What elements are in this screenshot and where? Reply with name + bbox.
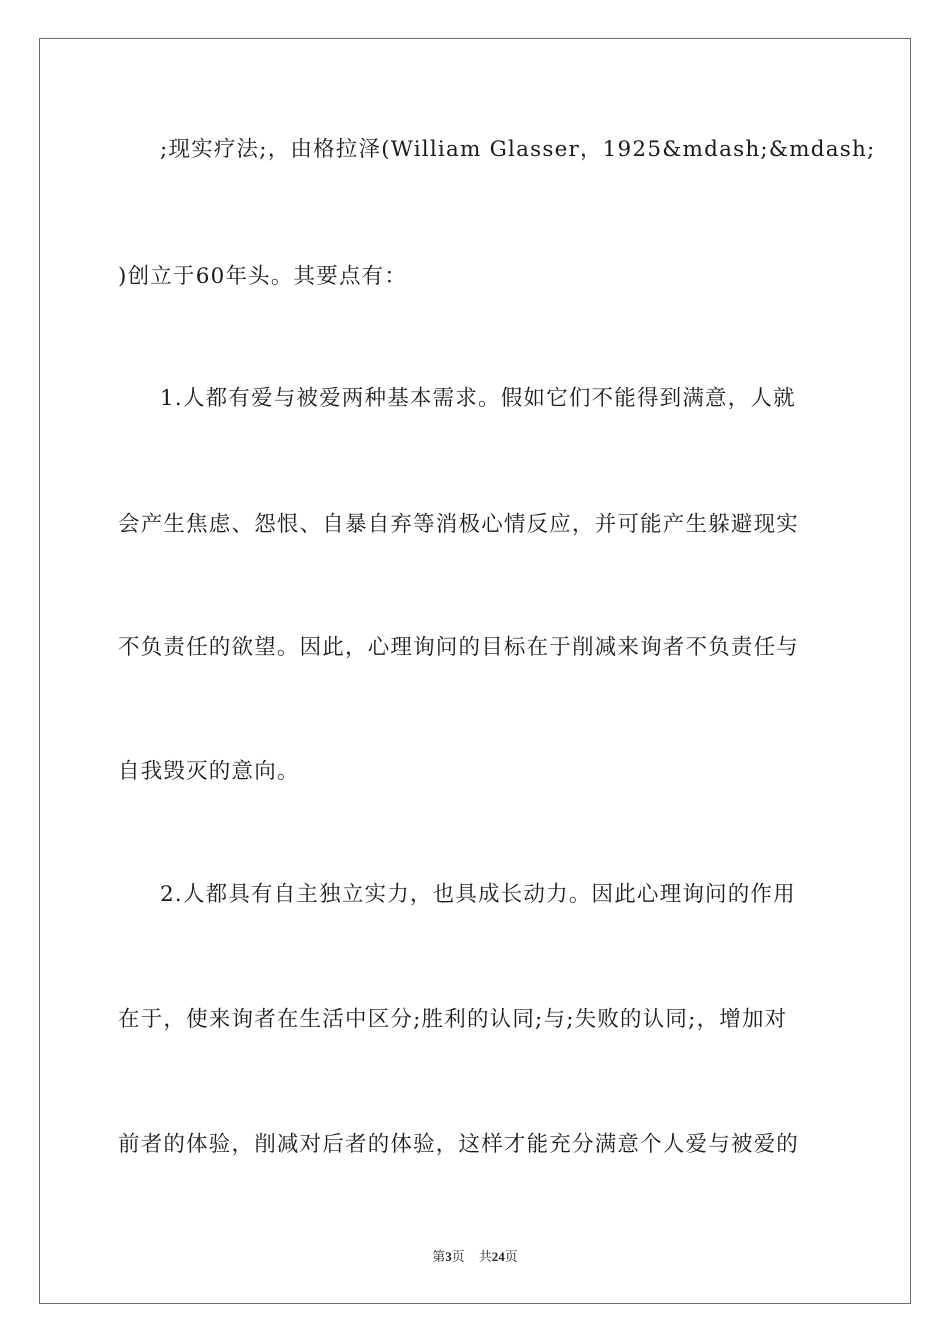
total-pages: 24	[491, 1249, 505, 1264]
page-border	[39, 38, 911, 1304]
text-line-8: 在于，使来询者在生活中区分;胜利的认同;与;失败的认同;，增加对	[118, 1007, 788, 1032]
text-line-5: 不负责任的欲望。因此，心理询问的目标在于削减来询者不负责任与	[118, 635, 800, 660]
text-line-7: 2.人都具有自主独立实力，也具成长动力。因此心理询问的作用	[160, 882, 796, 907]
page-number: 3	[445, 1249, 452, 1264]
text-line-2: )创立于60年头。其要点有：	[118, 264, 408, 289]
page-prefix: 第	[432, 1249, 446, 1264]
text-line-1: ;现实疗法;，由格拉泽(William Glasser，1925&mdash;&mdash;	[160, 137, 876, 162]
page-suffix: 页	[451, 1249, 465, 1264]
text-line-3: 1.人都有爱与被爱两种基本需求。假如它们不能得到满意，人就	[160, 386, 796, 411]
text-line-6: 自我毁灭的意向。	[118, 759, 300, 784]
text-line-9: 前者的体验，削减对后者的体验，这样才能充分满意个人爱与被爱的	[118, 1132, 800, 1157]
total-suffix: 页	[504, 1249, 518, 1264]
page-footer	[0, 1248, 950, 1266]
text-line-4: 会产生焦虑、怨恨、自暴自弃等消极心情反应，并可能产生躲避现实	[118, 512, 800, 537]
total-prefix: 共	[478, 1249, 492, 1264]
